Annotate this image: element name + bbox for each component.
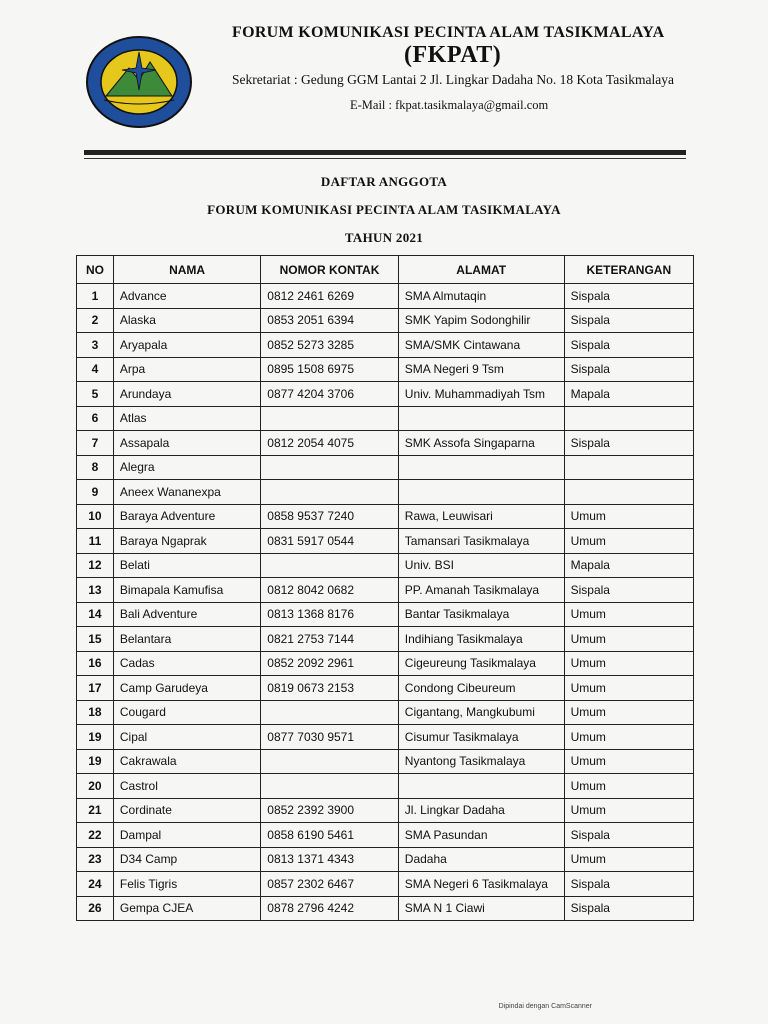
cell-keterangan: Sispala [564,357,693,382]
cell-no: 10 [77,504,114,529]
cell-kontak: 0852 2392 3900 [261,798,399,823]
cell-keterangan: Umum [564,847,693,872]
cell-kontak: 0821 2753 7144 [261,627,399,652]
cell-keterangan [564,406,693,431]
document-title: DAFTAR ANGGOTA [320,174,448,189]
cell-alamat [398,406,564,431]
table-row [77,455,694,480]
organization-name: FORUM KOMUNIKASI PECINTA ALAM TASIKMALAYA [232,24,665,41]
cell-alamat: Cisumur Tasikmalaya [398,725,564,750]
column-header-nama: NAMA [113,256,260,284]
cell-no: 20 [77,774,114,799]
cell-nama: D34 Camp [113,847,260,872]
cell-nama: Aneex Wananexpa [113,480,260,505]
table-row [77,284,694,309]
cell-nama: Baraya Adventure [113,504,260,529]
cell-no: 21 [77,798,114,823]
cell-no: 5 [77,382,114,407]
cell-kontak: 0852 5273 3285 [261,333,399,358]
cell-no: 19 [77,749,114,774]
cell-keterangan: Sispala [564,896,693,921]
cell-no: 3 [77,333,114,358]
table-row [77,725,694,750]
document-year: TAHUN 2021 [344,230,424,245]
cell-keterangan: Umum [564,504,693,529]
cell-no: 14 [77,602,114,627]
cell-no: 22 [77,823,114,848]
cell-kontak [261,480,399,505]
cell-kontak [261,774,399,799]
cell-kontak: 0813 1371 4343 [261,847,399,872]
table-row [77,896,694,921]
table-row [77,431,694,456]
cell-alamat: Indihiang Tasikmalaya [398,627,564,652]
cell-no: 19 [77,725,114,750]
cell-alamat: Cigantang, Mangkubumi [398,700,564,725]
cell-alamat: Univ. Muhammadiyah Tsm [398,382,564,407]
cell-keterangan: Sispala [564,578,693,603]
cell-kontak [261,553,399,578]
cell-nama: Bimapala Kamufisa [113,578,260,603]
cell-keterangan: Sispala [564,872,693,897]
cell-no: 8 [77,455,114,480]
cell-alamat: Dadaha [398,847,564,872]
cell-alamat: PP. Amanah Tasikmalaya [398,578,564,603]
cell-no: 18 [77,700,114,725]
table-row [77,406,694,431]
cell-no: 17 [77,676,114,701]
header-divider-thick [84,150,686,155]
cell-nama: Camp Garudeya [113,676,260,701]
cell-kontak: 0877 4204 3706 [261,382,399,407]
cell-nama: Bali Adventure [113,602,260,627]
cell-no: 6 [77,406,114,431]
table-row [77,504,694,529]
cell-no: 1 [77,284,114,309]
cell-kontak [261,406,399,431]
cell-keterangan: Sispala [564,284,693,309]
cell-alamat: SMK Assofa Singaparna [398,431,564,456]
cell-alamat: Tamansari Tasikmalaya [398,529,564,554]
cell-kontak [261,700,399,725]
cell-alamat [398,480,564,505]
cell-nama: Atlas [113,406,260,431]
cell-kontak: 0858 6190 5461 [261,823,399,848]
cell-kontak: 0819 0673 2153 [261,676,399,701]
cell-nama: Aryapala [113,333,260,358]
table-row [77,774,694,799]
table-row [77,627,694,652]
cell-nama: Assapala [113,431,260,456]
cell-no: 12 [77,553,114,578]
table-row [77,602,694,627]
cell-keterangan: Sispala [564,333,693,358]
document-subtitle: FORUM KOMUNIKASI PECINTA ALAM TASIKMALAYA [207,202,561,217]
table-row [77,872,694,897]
cell-keterangan [564,455,693,480]
cell-nama: Cougard [113,700,260,725]
table-row [77,357,694,382]
column-header-no: NO [77,256,114,284]
cell-keterangan: Umum [564,774,693,799]
table-row [77,480,694,505]
column-header-alamat: ALAMAT [398,256,564,284]
cell-nama: Gempa CJEA [113,896,260,921]
cell-alamat: SMA N 1 Ciawi [398,896,564,921]
cell-alamat [398,774,564,799]
secretariat-address: Sekretariat : Gedung GGM Lantai 2 Jl. Lingkar Dadaha No. 18 Kota Tasikmalaya [232,72,674,87]
cell-alamat: SMA/SMK Cintawana [398,333,564,358]
cell-nama: Cipal [113,725,260,750]
cell-keterangan: Umum [564,798,693,823]
cell-kontak [261,455,399,480]
cell-alamat [398,455,564,480]
table-row [77,529,694,554]
cell-alamat: Cigeureung Tasikmalaya [398,651,564,676]
table-row [77,553,694,578]
table-row [77,333,694,358]
contact-email: E-Mail : fkpat.tasikmalaya@gmail.com [350,98,549,112]
table-row [77,749,694,774]
cell-no: 11 [77,529,114,554]
cell-no: 26 [77,896,114,921]
cell-kontak: 0812 8042 0682 [261,578,399,603]
cell-alamat: Rawa, Leuwisari [398,504,564,529]
cell-no: 16 [77,651,114,676]
cell-alamat: Univ. BSI [398,553,564,578]
cell-nama: Advance [113,284,260,309]
cell-kontak: 0852 2092 2961 [261,651,399,676]
cell-keterangan: Umum [564,749,693,774]
table-header-row [77,256,694,284]
cell-no: 13 [77,578,114,603]
cell-nama: Baraya Ngaprak [113,529,260,554]
cell-alamat: SMA Almutaqin [398,284,564,309]
cell-alamat: SMA Negeri 9 Tsm [398,357,564,382]
table-row [77,700,694,725]
cell-kontak: 0877 7030 9571 [261,725,399,750]
cell-alamat: SMA Negeri 6 Tasikmalaya [398,872,564,897]
organization-abbreviation: (FKPAT) [404,42,502,68]
cell-keterangan: Sispala [564,431,693,456]
table-row [77,847,694,872]
table-row [77,308,694,333]
cell-keterangan: Umum [564,602,693,627]
member-table [76,255,694,921]
table-row [77,676,694,701]
cell-nama: Belantara [113,627,260,652]
cell-keterangan: Sispala [564,823,693,848]
column-header-kontak: NOMOR KONTAK [261,256,399,284]
table-row [77,382,694,407]
cell-nama: Arpa [113,357,260,382]
table-row [77,823,694,848]
cell-no: 4 [77,357,114,382]
column-header-keterangan: KETERANGAN [564,256,693,284]
cell-kontak: 0878 2796 4242 [261,896,399,921]
table-row [77,798,694,823]
table-row [77,578,694,603]
cell-alamat: SMK Yapim Sodonghilir [398,308,564,333]
cell-kontak: 0895 1508 6975 [261,357,399,382]
cell-kontak: 0812 2461 6269 [261,284,399,309]
cell-no: 7 [77,431,114,456]
cell-keterangan: Umum [564,651,693,676]
cell-kontak: 0858 9537 7240 [261,504,399,529]
cell-keterangan: Mapala [564,553,693,578]
cell-nama: Belati [113,553,260,578]
cell-nama: Cadas [113,651,260,676]
cell-no: 23 [77,847,114,872]
cell-nama: Cakrawala [113,749,260,774]
cell-keterangan: Mapala [564,382,693,407]
cell-nama: Castrol [113,774,260,799]
cell-no: 2 [77,308,114,333]
fkpat-logo [84,34,194,130]
table-row [77,651,694,676]
cell-no: 15 [77,627,114,652]
cell-keterangan: Umum [564,627,693,652]
cell-kontak: 0831 5917 0544 [261,529,399,554]
cell-alamat: Jl. Lingkar Dadaha [398,798,564,823]
cell-nama: Felis Tigris [113,872,260,897]
cell-keterangan: Umum [564,676,693,701]
cell-no: 9 [77,480,114,505]
cell-kontak [261,749,399,774]
cell-kontak: 0812 2054 4075 [261,431,399,456]
cell-alamat: SMA Pasundan [398,823,564,848]
cell-keterangan [564,480,693,505]
cell-keterangan: Umum [564,529,693,554]
scanner-watermark: Dipindai dengan CamScanner [498,1003,592,1010]
cell-nama: Arundaya [113,382,260,407]
cell-no: 24 [77,872,114,897]
header-divider-thin [84,158,686,159]
cell-nama: Cordinate [113,798,260,823]
cell-nama: Dampal [113,823,260,848]
cell-alamat: Condong Cibeureum [398,676,564,701]
cell-kontak: 0853 2051 6394 [261,308,399,333]
cell-keterangan: Sispala [564,308,693,333]
cell-kontak: 0857 2302 6467 [261,872,399,897]
cell-nama: Alegra [113,455,260,480]
cell-alamat: Bantar Tasikmalaya [398,602,564,627]
cell-nama: Alaska [113,308,260,333]
cell-alamat: Nyantong Tasikmalaya [398,749,564,774]
cell-keterangan: Umum [564,700,693,725]
cell-kontak: 0813 1368 8176 [261,602,399,627]
cell-keterangan: Umum [564,725,693,750]
